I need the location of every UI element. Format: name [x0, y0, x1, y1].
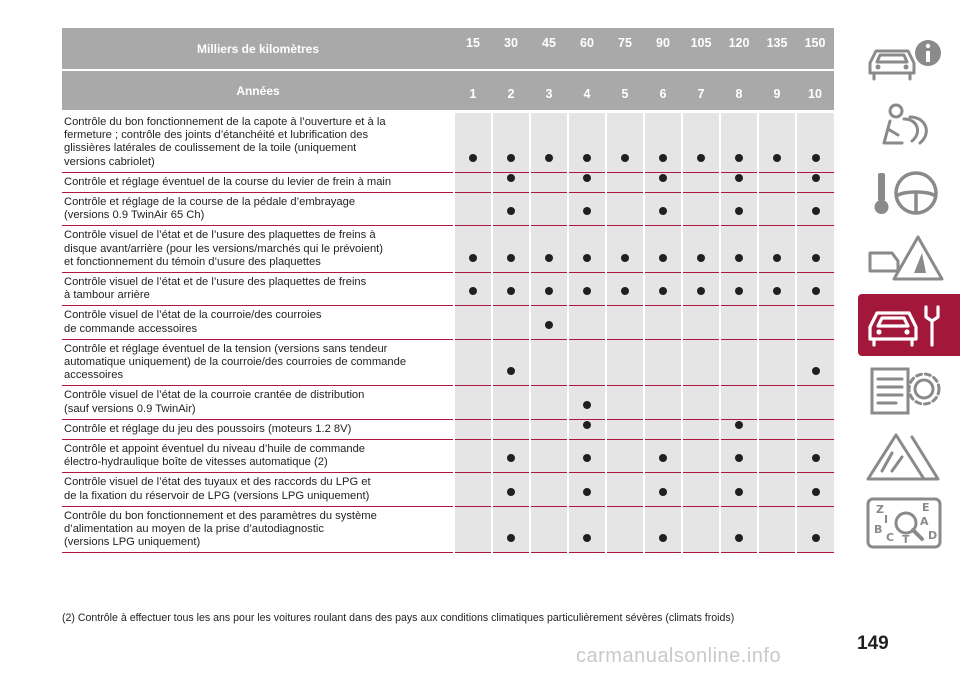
interval-cell: [606, 506, 644, 553]
table-row: [62, 419, 834, 439]
interval-cell: [644, 226, 682, 273]
nav-item-maintenance[interactable]: [858, 294, 960, 356]
interval-cell: [796, 339, 834, 386]
interval-cell: [796, 226, 834, 273]
airbag-safety-icon: [862, 99, 952, 155]
table-row: [62, 193, 834, 226]
interval-cell: [568, 193, 606, 226]
interval-cell: [758, 306, 796, 339]
interval-cell: [796, 386, 834, 419]
check-dot: [812, 534, 820, 542]
check-dot: [545, 254, 553, 262]
check-dot: [812, 287, 820, 295]
interval-cell: [568, 273, 606, 306]
interval-cell: [568, 473, 606, 506]
specs-gears-icon: [862, 363, 952, 419]
interval-cell: [454, 440, 492, 473]
interval-cell: [720, 419, 758, 439]
check-dot: [545, 321, 553, 329]
interval-cell: [796, 193, 834, 226]
km-header-cell: 60: [568, 28, 606, 69]
operation-description: Contrôle du bon fonctionnement et des paramètres du système d’alimentation au moyen de la prise d’autodiagnostic (versions LPG uniquement): [62, 506, 454, 553]
interval-cell: [454, 473, 492, 506]
interval-cell: [796, 113, 834, 172]
interval-cell: [454, 193, 492, 226]
check-dot: [659, 154, 667, 162]
interval-cell: [644, 339, 682, 386]
table-row: [62, 506, 834, 553]
operation-description: Contrôle et réglage du jeu des poussoirs (moteurs 1.2 8V): [62, 419, 454, 439]
interval-cell: [758, 172, 796, 192]
interval-cell: [758, 440, 796, 473]
check-dot: [773, 254, 781, 262]
check-dot: [735, 254, 743, 262]
nav-item-technical-specs[interactable]: [858, 360, 960, 422]
interval-cell: [568, 506, 606, 553]
years-header-label: Années: [62, 71, 454, 110]
header-row-years: [62, 71, 834, 110]
check-dot: [507, 154, 515, 162]
km-header-cell: 105: [682, 28, 720, 69]
check-dot: [545, 287, 553, 295]
check-dot: [583, 207, 591, 215]
check-dot: [659, 454, 667, 462]
interval-cell: [758, 226, 796, 273]
check-dot: [697, 154, 705, 162]
table-row: [62, 473, 834, 506]
interval-cell: [568, 306, 606, 339]
check-dot: [583, 174, 591, 182]
index-letter: C: [886, 531, 895, 544]
interval-cell: [682, 506, 720, 553]
interval-cell: [758, 419, 796, 439]
check-dot: [773, 287, 781, 295]
interval-cell: [682, 273, 720, 306]
interval-cell: [758, 113, 796, 172]
interval-cell: [568, 172, 606, 192]
check-dot: [812, 454, 820, 462]
chapter-navigation: [858, 30, 960, 558]
interval-cell: [454, 306, 492, 339]
check-dot: [583, 421, 591, 429]
interval-cell: [530, 473, 568, 506]
operation-description: Contrôle visuel de l’état et de l’usure des plaquettes de freins à disque avant/arrière (pour les versions/marchés qui le prévoient) et fonctionnement du témoin d’usure des plaquettes: [62, 226, 454, 273]
interval-cell: [682, 226, 720, 273]
interval-cell: [758, 386, 796, 419]
index-letter: D: [928, 529, 938, 542]
interval-cell: [682, 386, 720, 419]
interval-cell: [644, 506, 682, 553]
car-wrench-icon: [862, 297, 952, 353]
maintenance-schedule-table: [62, 28, 834, 553]
interval-cell: [530, 193, 568, 226]
check-dot: [583, 488, 591, 496]
interval-cell: [606, 339, 644, 386]
check-dot: [659, 534, 667, 542]
interval-cell: [796, 273, 834, 306]
index-letter: E: [922, 501, 930, 514]
interval-cell: [606, 306, 644, 339]
check-dot: [469, 154, 477, 162]
nav-item-starting-driving[interactable]: [858, 162, 960, 224]
interval-cell: [530, 172, 568, 192]
index-letter: I: [884, 513, 889, 526]
interval-cell: [530, 419, 568, 439]
table-row: [62, 306, 834, 339]
interval-cell: [606, 473, 644, 506]
interval-cell: [568, 339, 606, 386]
interval-cell: [644, 193, 682, 226]
check-dot: [583, 401, 591, 409]
interval-cell: [492, 419, 530, 439]
km-header-cell: 90: [644, 28, 682, 69]
interval-cell: [454, 226, 492, 273]
interval-cell: [530, 226, 568, 273]
check-dot: [621, 254, 629, 262]
interval-cell: [454, 273, 492, 306]
year-header-cell: 2: [492, 71, 530, 110]
check-dot: [735, 454, 743, 462]
alphabetical-index-icon: [862, 495, 952, 551]
check-dot: [507, 254, 515, 262]
interval-cell: [606, 273, 644, 306]
km-header-cell: 45: [530, 28, 568, 69]
interval-cell: [720, 339, 758, 386]
year-header-cell: 7: [682, 71, 720, 110]
interval-cell: [758, 273, 796, 306]
interval-cell: [758, 193, 796, 226]
interval-cell: [720, 440, 758, 473]
interval-cell: [720, 506, 758, 553]
interval-cell: [682, 306, 720, 339]
check-dot: [621, 154, 629, 162]
check-dot: [735, 174, 743, 182]
interval-cell: [644, 440, 682, 473]
check-dot: [507, 488, 515, 496]
interval-cell: [682, 172, 720, 192]
warning-tools-icon: [862, 429, 952, 485]
year-header-cell: 6: [644, 71, 682, 110]
check-dot: [812, 154, 820, 162]
nav-item-multimedia[interactable]: [858, 426, 960, 488]
interval-cell: [796, 506, 834, 553]
year-header-cell: 10: [796, 71, 834, 110]
interval-cell: [720, 172, 758, 192]
interval-cell: [492, 193, 530, 226]
interval-cell: [492, 113, 530, 172]
interval-cell: [454, 172, 492, 192]
interval-cell: [454, 339, 492, 386]
interval-cell: [492, 506, 530, 553]
index-letter: B: [874, 523, 883, 536]
interval-cell: [796, 440, 834, 473]
table-row: [62, 172, 834, 192]
check-dot: [659, 488, 667, 496]
interval-cell: [568, 386, 606, 419]
interval-cell: [720, 113, 758, 172]
interval-cell: [606, 419, 644, 439]
nav-item-safety[interactable]: [858, 96, 960, 158]
year-header-cell: 8: [720, 71, 758, 110]
table-row: [62, 113, 834, 172]
operation-description: Contrôle visuel de l’état et de l’usure des plaquettes de freins à tambour arrière: [62, 273, 454, 306]
interval-cell: [796, 473, 834, 506]
check-dot: [583, 534, 591, 542]
km-header-label: Milliers de kilomètres: [62, 28, 454, 69]
index-letter: A: [920, 515, 929, 528]
interval-cell: [606, 113, 644, 172]
interval-cell: [492, 473, 530, 506]
table-row: [62, 440, 834, 473]
index-letter: T: [902, 533, 910, 546]
operation-description: Contrôle du bon fonctionnement de la capote à l’ouverture et à la fermeture ; contrôle des joints d’étanchéité et lubrification des glissières latérales de coulissement de la toile (uniquement versions cabriolet): [62, 113, 454, 172]
index-letter: Z: [876, 503, 884, 516]
check-dot: [507, 367, 515, 375]
check-dot: [507, 534, 515, 542]
interval-cell: [720, 473, 758, 506]
km-header-cell: 135: [758, 28, 796, 69]
year-header-cell: 5: [606, 71, 644, 110]
check-dot: [507, 287, 515, 295]
interval-cell: [454, 419, 492, 439]
km-header-cell: 150: [796, 28, 834, 69]
interval-cell: [492, 226, 530, 273]
table-row: [62, 339, 834, 386]
check-dot: [735, 421, 743, 429]
operation-description: Contrôle et appoint éventuel du niveau d’huile de commande électro-hydraulique boîte de vitesses automatique (2): [62, 440, 454, 473]
interval-cell: [492, 172, 530, 192]
interval-cell: [682, 193, 720, 226]
check-dot: [583, 287, 591, 295]
interval-cell: [530, 339, 568, 386]
check-dot: [545, 154, 553, 162]
interval-cell: [720, 193, 758, 226]
km-header-cell: 30: [492, 28, 530, 69]
km-header-cell: 75: [606, 28, 644, 69]
operation-description: Contrôle et réglage éventuel de la tension (versions sans tendeur automatique uniquement) de la courroie/des courroies de commande accessoires: [62, 339, 454, 386]
page-number: 149: [857, 633, 889, 654]
interval-cell: [530, 273, 568, 306]
interval-cell: [492, 273, 530, 306]
car-info-icon: [862, 33, 952, 89]
interval-cell: [606, 193, 644, 226]
interval-cell: [568, 419, 606, 439]
check-dot: [812, 254, 820, 262]
check-dot: [583, 154, 591, 162]
interval-cell: [720, 386, 758, 419]
operation-description: Contrôle et réglage de la course de la pédale d’embrayage (versions 0.9 TwinAir 65 Ch): [62, 193, 454, 226]
interval-cell: [530, 440, 568, 473]
table-row: [62, 273, 834, 306]
interval-cell: [492, 386, 530, 419]
table-row: [62, 226, 834, 273]
interval-cell: [758, 506, 796, 553]
interval-cell: [454, 506, 492, 553]
interval-cell: [568, 440, 606, 473]
interval-cell: [796, 419, 834, 439]
interval-cell: [454, 386, 492, 419]
check-dot: [735, 154, 743, 162]
check-dot: [697, 254, 705, 262]
check-dot: [812, 367, 820, 375]
check-dot: [812, 488, 820, 496]
warning-road-icon: [862, 231, 952, 287]
check-dot: [469, 254, 477, 262]
check-dot: [735, 534, 743, 542]
interval-cell: [606, 386, 644, 419]
operation-description: Contrôle visuel de l’état de la courroie crantée de distribution (sauf versions 0.9 TwinAir): [62, 386, 454, 419]
operation-description: Contrôle visuel de l’état de la courroie/des courroies de commande accessoires: [62, 306, 454, 339]
km-header-cell: 15: [454, 28, 492, 69]
check-dot: [773, 154, 781, 162]
check-dot: [469, 287, 477, 295]
interval-cell: [644, 419, 682, 439]
check-dot: [812, 174, 820, 182]
check-dot: [659, 207, 667, 215]
interval-cell: [606, 440, 644, 473]
year-header-cell: 4: [568, 71, 606, 110]
check-dot: [621, 287, 629, 295]
interval-cell: [492, 339, 530, 386]
check-dot: [659, 254, 667, 262]
interval-cell: [758, 339, 796, 386]
interval-cell: [758, 473, 796, 506]
nav-item-index[interactable]: [858, 492, 960, 554]
interval-cell: [492, 440, 530, 473]
check-dot: [735, 287, 743, 295]
interval-cell: [682, 440, 720, 473]
interval-cell: [796, 306, 834, 339]
interval-cell: [644, 113, 682, 172]
km-header-cell: 120: [720, 28, 758, 69]
check-dot: [735, 207, 743, 215]
interval-cell: [720, 226, 758, 273]
operation-description: Contrôle et réglage éventuel de la course du levier de frein à main: [62, 172, 454, 192]
check-dot: [507, 207, 515, 215]
interval-cell: [644, 273, 682, 306]
check-dot: [583, 254, 591, 262]
check-dot: [812, 207, 820, 215]
check-dot: [697, 287, 705, 295]
interval-cell: [644, 306, 682, 339]
check-dot: [659, 287, 667, 295]
interval-cell: [682, 473, 720, 506]
interval-cell: [720, 306, 758, 339]
interval-cell: [682, 419, 720, 439]
year-header-cell: 1: [454, 71, 492, 110]
nav-item-emergency[interactable]: [858, 228, 960, 290]
interval-cell: [568, 226, 606, 273]
interval-cell: [530, 506, 568, 553]
interval-cell: [568, 113, 606, 172]
check-dot: [583, 454, 591, 462]
interval-cell: [606, 172, 644, 192]
interval-cell: [454, 113, 492, 172]
check-dot: [659, 174, 667, 182]
watermark: carmanualsonline.info: [576, 645, 782, 667]
nav-item-car-info[interactable]: [858, 30, 960, 92]
check-dot: [507, 454, 515, 462]
year-header-cell: 9: [758, 71, 796, 110]
header-row-km: [62, 28, 834, 69]
check-dot: [735, 488, 743, 496]
interval-cell: [682, 339, 720, 386]
interval-cell: [530, 386, 568, 419]
operation-description: Contrôle visuel de l’état des tuyaux et des raccords du LPG et de la fixation du réservoir de LPG (versions LPG uniquement): [62, 473, 454, 506]
interval-cell: [644, 386, 682, 419]
interval-cell: [606, 226, 644, 273]
interval-cell: [682, 113, 720, 172]
interval-cell: [796, 172, 834, 192]
steering-key-icon: [862, 165, 952, 221]
interval-cell: [492, 306, 530, 339]
check-dot: [507, 174, 515, 182]
interval-cell: [720, 273, 758, 306]
table-row: [62, 386, 834, 419]
interval-cell: [644, 172, 682, 192]
schedule-rows: [62, 113, 834, 553]
interval-cell: [530, 306, 568, 339]
interval-cell: [644, 473, 682, 506]
interval-cell: [530, 113, 568, 172]
year-header-cell: 3: [530, 71, 568, 110]
footnote: (2) Contrôle à effectuer tous les ans pour les voitures roulant dans des pays aux conditions climatiques particulièrement sévères (climats froids): [62, 612, 735, 624]
